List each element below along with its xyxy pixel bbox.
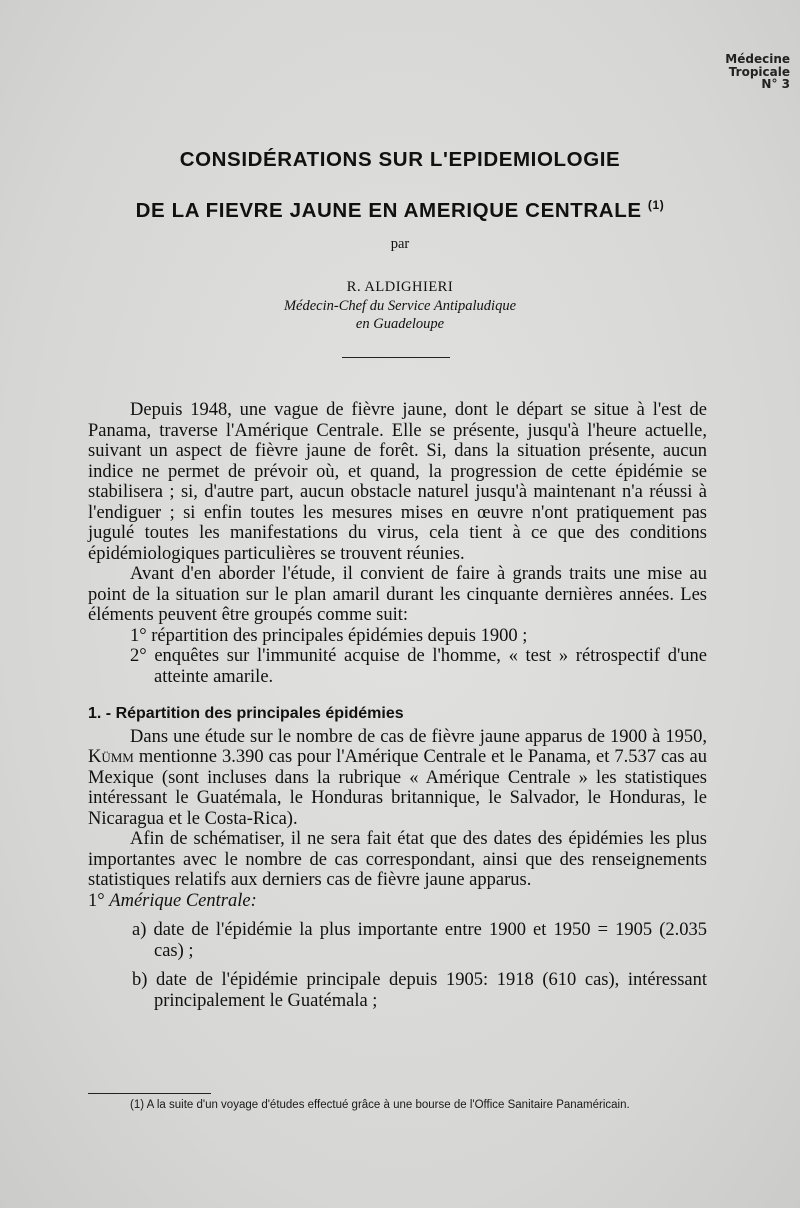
corner-line: N° 3 [761,77,790,91]
corner-line: Médecine [725,52,790,66]
list-item: 2° enquêtes sur l'immunité acquise de l'homme, « test » rétrospectif d'une atteinte amarile. [130,646,707,687]
title-text: DE LA FIEVRE JAUNE EN AMERIQUE CENTRALE [135,198,642,222]
journal-corner-label [700,53,790,91]
title-text: CONSIDÉRATIONS SUR L'EPIDEMIOLOGIE [179,148,621,171]
subsection-title: Amérique Centrale: [109,890,257,911]
author-affiliation: Médecin-Chef du Service Antipaludique [283,298,517,314]
cited-author: Kümm [88,747,134,767]
section-heading: 1. - Répartition des principales épidémies [88,705,404,722]
paragraph [88,727,707,830]
article-body [88,400,707,1011]
author-name: R. ALDIGHIERI [346,279,454,295]
subsection-number: 1° [88,890,105,911]
subsection-heading [88,891,707,912]
footnote: (1) A la suite d'un voyage d'études effectué grâce à une bourse de l'Office Sanitaire Panaméricain. [130,1099,630,1111]
footnote-rule [88,1093,211,1094]
article-title-line-1 [0,148,800,172]
title-footnote-mark: (1) [647,198,665,212]
byline-par: par [390,236,410,252]
author-affiliation-location: en Guadeloupe [355,316,445,332]
list-item: b) date de l'épidémie principale depuis 1905: 1918 (610 cas), intéressant principalement le Guatémala ; [132,970,707,1011]
list-item: 1° répartition des principales épidémies depuis 1900 ; [130,625,528,646]
paragraph: Avant d'en aborder l'étude, il convient de faire à grands traits une mise au point de la situation sur le plan amaril durant les cinquante dernières années. Les éléments peuvent être groupés comme suit: [88,564,707,625]
list-item: a) date de l'épidémie la plus importante entre 1900 et 1950 = 1905 (2.035 cas) ; [132,920,707,961]
paragraph-text: Dans une étude sur le nombre de cas de fièvre jaune apparus de 1900 à 1950, [130,726,707,747]
paragraph: Afin de schématiser, il ne sera fait état que des dates des épidémies les plus importantes avec le nombre de cas correspondant, ainsi que des renseignements statistiques relatifs aux derniers cas de fièvre jaune apparus. [88,829,707,890]
corner-line: Tropicale [728,64,790,79]
separator-rule [342,357,450,358]
paragraph: Depuis 1948, une vague de fièvre jaune, dont le départ se situe à l'est de Panama, traverse l'Amérique Centrale. Elle se présente, jusqu'à l'heure actuelle, suivant un aspect de fièvre jaune de forêt. Si, dans la situation présente, aucun indice ne permet de prévoir où, et quand, la progression de cette épidémie se stabilisera ; si, d'autre part, aucun obstacle naturel jusqu'à maintenant n'a réussi à l'endiguer ; si enfin toutes les mesures mises en œuvre n'ont pratiquement pas jugulé toutes les manifestations du virus, cela tient à ce que des conditions épidémiologiques particulières se trouvent réunies. [88,400,707,564]
paragraph-text: mentionne 3.390 cas pour l'Amérique Centrale et le Panama, et 7.537 cas au Mexique (sont incluses dans la rubrique « Amérique Centrale » les statistiques intéressant le Guatémala, le Honduras britannique, le Salvador, le Honduras, le Nicaragua et le Costa-Rica). [88,747,708,829]
article-title-line-2 [0,198,800,223]
